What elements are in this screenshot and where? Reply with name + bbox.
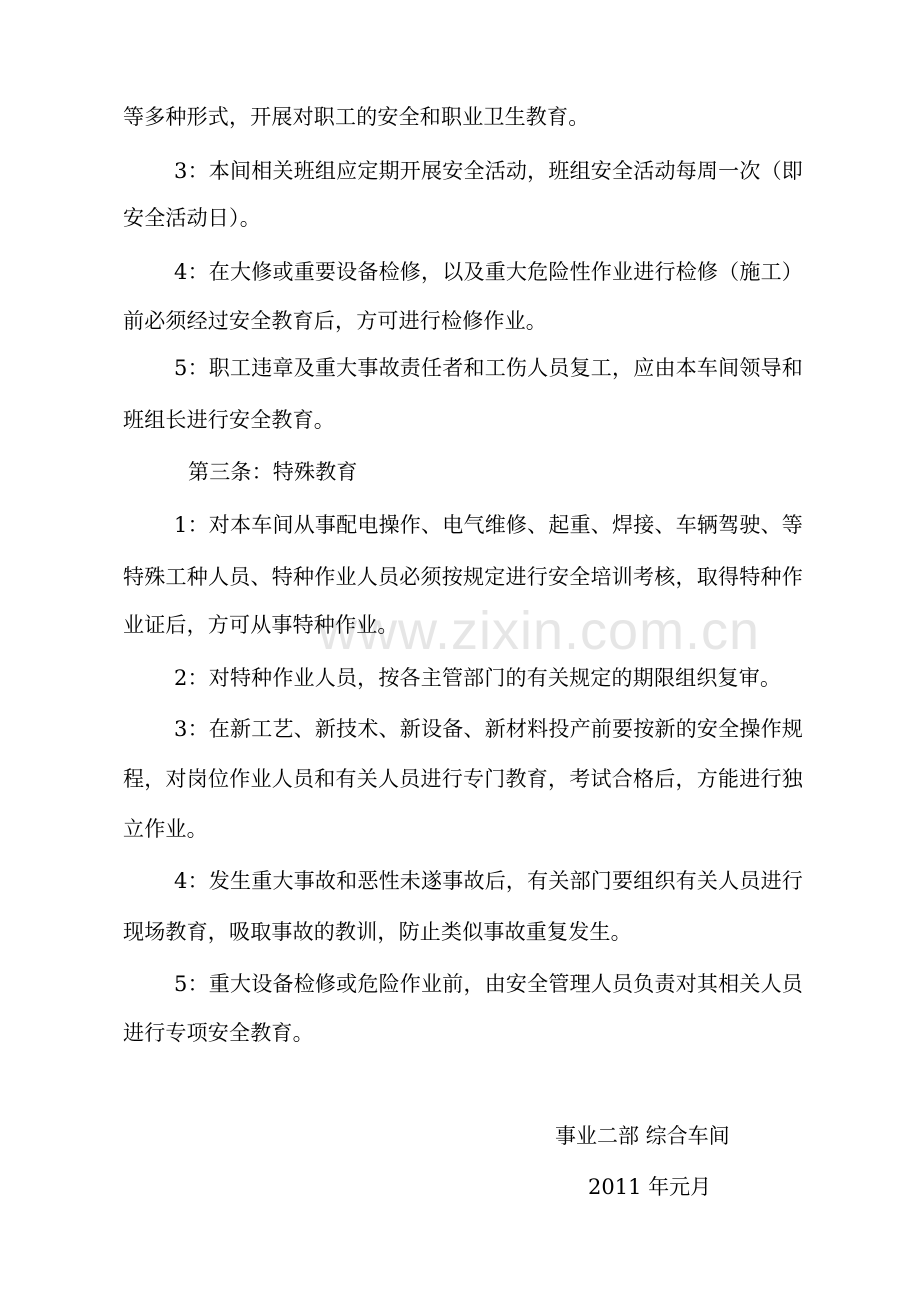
body-line: 4：发生重大事故和恶性未遂事故后，有关部门要组织有关人员进行 [174, 869, 803, 893]
body-line: 等多种形式，开展对职工的安全和职业卫生教育。 [123, 105, 590, 129]
signature-department: 事业二部 综合车间 [555, 1124, 730, 1148]
body-line: 业证后，方可从事特种作业。 [123, 613, 399, 637]
signature-date: 2011 年元月 [588, 1175, 712, 1199]
section-heading: 第三条：特殊教育 [188, 460, 358, 484]
body-line: 特殊工种人员、特种作业人员必须按规定进行安全培训考核，取得特种作 [123, 565, 803, 589]
body-line: 5：职工违章及重大事故责任者和工伤人员复工，应由本车间领导和 [174, 356, 803, 380]
watermark: www.zixin.com.cn [318, 601, 761, 661]
body-line: 班组长进行安全教育。 [123, 408, 335, 432]
body-line: 现场教育，吸取事故的教训，防止类似事故重复发生。 [123, 920, 632, 944]
body-line: 3：在新工艺、新技术、新设备、新材料投产前要按新的安全操作规 [174, 717, 803, 741]
body-line: 进行专项安全教育。 [123, 1021, 314, 1045]
body-line: 3：本间相关班组应定期开展安全活动，班组安全活动每周一次（即 [174, 159, 803, 183]
body-line: 4：在大修或重要设备检修，以及重大危险性作业进行检修（施工） [174, 260, 803, 284]
body-line: 2：对特种作业人员，按各主管部门的有关规定的期限组织复审。 [174, 666, 782, 690]
body-line: 程，对岗位作业人员和有关人员进行专门教育，考试合格后，方能进行独 [123, 767, 803, 791]
body-line: 1：对本车间从事配电操作、电气维修、起重、焊接、车辆驾驶、等 [174, 513, 803, 537]
body-line: 前必须经过安全教育后，方可进行检修作业。 [123, 309, 547, 333]
body-line: 安全活动日）。 [123, 206, 261, 230]
body-line: 5：重大设备检修或危险作业前，由安全管理人员负责对其相关人员 [174, 972, 803, 996]
body-line: 立作业。 [123, 817, 208, 841]
